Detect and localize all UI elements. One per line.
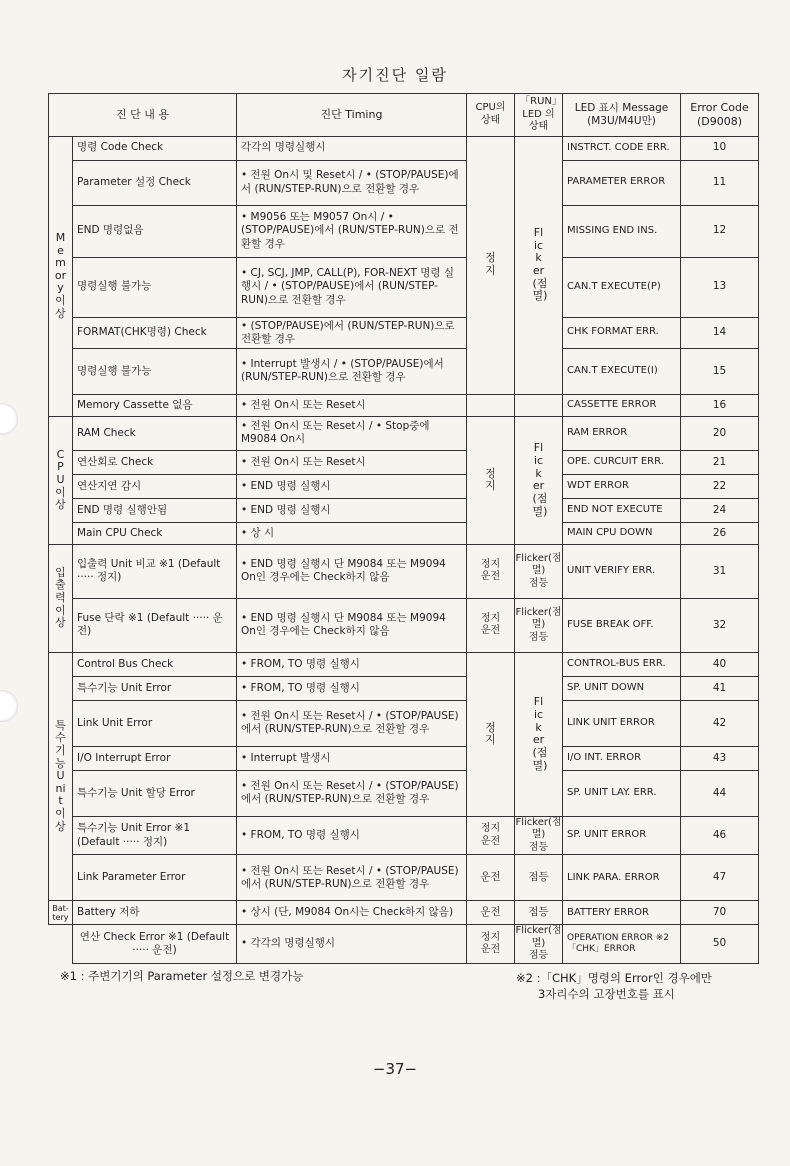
row-code: 16 xyxy=(681,394,759,416)
row-timing: 각각의 명령실행시 xyxy=(237,136,467,160)
row-message: FUSE BREAK OFF. xyxy=(563,598,681,652)
row-timing: • END 명령 실행시 xyxy=(237,474,467,498)
cpu-state-stop: 정지 xyxy=(467,416,515,544)
row-content: Battery 저하 xyxy=(73,901,237,925)
row-code: 32 xyxy=(681,598,759,652)
row-message: OPERATION ERROR ※2「CHK」ERROR xyxy=(563,925,681,964)
row-timing: • Interrupt 발생시 / • (STOP/PAUSE)에서 (RUN/STEP-RUN)으로 전환할 경우 xyxy=(237,348,467,394)
row-message: CAN.T EXECUTE(I) xyxy=(563,348,681,394)
row-message: CASSETTE ERROR xyxy=(563,394,681,416)
row-content: Parameter 설정 Check xyxy=(73,160,237,205)
cpu-state-stop: 정지 xyxy=(467,652,515,816)
row-timing: • END 명령 실행시 xyxy=(237,498,467,522)
row-content: Memory Cassette 없음 xyxy=(73,394,237,416)
row-code: 70 xyxy=(681,901,759,925)
led-on: 점등 xyxy=(515,855,563,901)
header-timing: 진단 Timing xyxy=(237,94,467,137)
row-timing: • 상 시 xyxy=(237,522,467,544)
row-code: 47 xyxy=(681,855,759,901)
row-code: 40 xyxy=(681,652,759,676)
led-on: 점등 xyxy=(515,901,563,925)
row-content: RAM Check xyxy=(73,416,237,450)
led-flicker: Flicker(점멸) xyxy=(515,416,563,544)
row-code: 15 xyxy=(681,348,759,394)
category-memory: Memory이상 xyxy=(49,136,73,416)
row-message: OPE. CURCUIT ERR. xyxy=(563,450,681,474)
cpu-state-run: 운전 xyxy=(467,901,515,925)
cpu-state-stop-or-run: 정지 운전 xyxy=(467,544,515,598)
row-content: Main CPU Check xyxy=(73,522,237,544)
led-flicker-or-on: Flicker(점멸) 점등 xyxy=(515,544,563,598)
row-code: 42 xyxy=(681,700,759,746)
header-content: 진 단 내 용 xyxy=(49,94,237,137)
row-message: I/O INT. ERROR xyxy=(563,746,681,770)
row-message: CONTROL-BUS ERR. xyxy=(563,652,681,676)
footnote-2b: 3자리수의 고장번호를 표시 xyxy=(538,987,675,1001)
row-code: 43 xyxy=(681,746,759,770)
row-timing: • FROM, TO 명령 실행시 xyxy=(237,676,467,700)
binder-hole-bottom xyxy=(0,690,18,722)
row-content: 연산지연 감시 xyxy=(73,474,237,498)
row-code: 44 xyxy=(681,770,759,816)
cpu-state-stop-or-run: 정지 운전 xyxy=(467,598,515,652)
row-message: SP. UNIT ERROR xyxy=(563,816,681,855)
footnote-2a: ※2 :「CHK」명령의 Error인 경우에만 xyxy=(516,971,712,985)
row-message: UNIT VERIFY ERR. xyxy=(563,544,681,598)
led-flicker: Flicker(점멸) xyxy=(515,652,563,816)
row-message: LINK UNIT ERROR xyxy=(563,700,681,746)
row-content: 명령실행 불가능 xyxy=(73,257,237,317)
row-message: CHK FORMAT ERR. xyxy=(563,317,681,348)
page-number: −37− xyxy=(372,1060,418,1078)
row-content: 연산회로 Check xyxy=(73,450,237,474)
row-timing: • FROM, TO 명령 실행시 xyxy=(237,652,467,676)
row-timing: • 전원 On시 및 Reset시 / • (STOP/PAUSE)에서 (RUN/STEP-RUN)으로 전환할 경우 xyxy=(237,160,467,205)
row-message: LINK PARA. ERROR xyxy=(563,855,681,901)
row-timing: • 전원 On시 또는 Reset시 xyxy=(237,394,467,416)
header-run-led: 「RUN」LED 의 상태 xyxy=(515,94,563,137)
row-content: 명령실행 불가능 xyxy=(73,348,237,394)
row-content: 입출력 Unit 비교 ※1 (Default ····· 정지) xyxy=(73,544,237,598)
row-message: MISSING END INS. xyxy=(563,205,681,257)
led-flicker-or-on: Flicker(점멸) 점등 xyxy=(515,598,563,652)
footnote-1: ※1 : 주변기기의 Parameter 설정으로 변경가능 xyxy=(60,969,304,983)
row-timing: • 각각의 명령실행시 xyxy=(237,925,467,964)
category-battery: Bat-tery xyxy=(49,901,73,925)
row-timing: • END 명령 실행시 단 M9084 또는 M9094 On인 경우에는 Check하지 않음 xyxy=(237,598,467,652)
row-content: 특수기능 Unit Error xyxy=(73,676,237,700)
row-timing: • 전원 On시 또는 Reset시 / • (STOP/PAUSE)에서 (RUN/STEP-RUN)으로 전환할 경우 xyxy=(237,700,467,746)
row-content: Fuse 단락 ※1 (Default ····· 운전) xyxy=(73,598,237,652)
row-code: 50 xyxy=(681,925,759,964)
row-content: 특수기능 Unit Error ※1 (Default ····· 정지) xyxy=(73,816,237,855)
row-code: 14 xyxy=(681,317,759,348)
row-content: I/O Interrupt Error xyxy=(73,746,237,770)
binder-hole-top xyxy=(0,403,18,435)
row-message: SP. UNIT LAY. ERR. xyxy=(563,770,681,816)
row-content: Link Unit Error xyxy=(73,700,237,746)
row-message: WDT ERROR xyxy=(563,474,681,498)
row-content: END 명령 실행안됨 xyxy=(73,498,237,522)
led-flicker-or-on: Flicker(점멸) 점등 xyxy=(515,816,562,853)
row-timing: • FROM, TO 명령 실행시 xyxy=(237,816,467,855)
cpu-state-stop-or-run: 정지 운전 xyxy=(467,816,515,855)
cpu-state-stop: 정지 xyxy=(467,136,515,394)
row-message: INSTRCT. CODE ERR. xyxy=(563,136,681,160)
row-content: END 명령없음 xyxy=(73,205,237,257)
row-message: CAN.T EXECUTE(P) xyxy=(563,257,681,317)
cpu-state-run: 운전 xyxy=(467,855,515,901)
row-timing: • 상시 (단, M9084 On시는 Check하지 않음) xyxy=(237,901,467,925)
page-title: 자기진단 일람 xyxy=(342,66,448,84)
self-diagnosis-table xyxy=(48,93,759,964)
row-content: 특수기능 Unit 할당 Error xyxy=(73,770,237,816)
row-content: 연산 Check Error ※1 (Default ····· 운전) xyxy=(73,925,237,964)
row-code: 24 xyxy=(681,498,759,522)
row-timing: • (STOP/PAUSE)에서 (RUN/STEP-RUN)으로 전환할 경우 xyxy=(237,317,467,348)
row-code: 11 xyxy=(681,160,759,205)
row-content: 명령 Code Check xyxy=(73,136,237,160)
header-error-code: Error Code (D9008) xyxy=(681,94,759,137)
category-special-unit: 특수기능Unit이상 xyxy=(49,652,73,901)
row-message: SP. UNIT DOWN xyxy=(563,676,681,700)
row-content: Control Bus Check xyxy=(73,652,237,676)
row-code: 21 xyxy=(681,450,759,474)
row-code: 46 xyxy=(681,816,759,855)
row-message: END NOT EXECUTE xyxy=(563,498,681,522)
row-code: 22 xyxy=(681,474,759,498)
category-io: 입출력이상 xyxy=(49,544,73,652)
row-code: 26 xyxy=(681,522,759,544)
row-content: Link Parameter Error xyxy=(73,855,237,901)
row-timing: • 전원 On시 또는 Reset시 / • (STOP/PAUSE)에서 (RUN/STEP-RUN)으로 전환할 경우 xyxy=(237,855,467,901)
header-led-message: LED 표시 Message (M3U/M4U만) xyxy=(563,94,681,137)
row-timing: • END 명령 실행시 단 M9084 또는 M9094 On인 경우에는 Check하지 않음 xyxy=(237,544,467,598)
row-message: RAM ERROR xyxy=(563,416,681,450)
row-timing: • CJ, SCJ, JMP, CALL(P), FOR-NEXT 명령 실행시 / • (STOP/PAUSE)에서 (RUN/STEP-RUN)으로 전환할 경우 xyxy=(237,257,467,317)
row-code: 10 xyxy=(681,136,759,160)
row-code: 31 xyxy=(681,544,759,598)
led-flicker: Flicker(점멸) xyxy=(515,136,563,394)
row-timing: • 전원 On시 또는 Reset시 / • Stop중에 M9084 On시 xyxy=(237,416,467,450)
row-message: MAIN CPU DOWN xyxy=(563,522,681,544)
row-timing: • 전원 On시 또는 Reset시 / • (STOP/PAUSE)에서 (RUN/STEP-RUN)으로 전환할 경우 xyxy=(237,770,467,816)
row-code: 13 xyxy=(681,257,759,317)
row-code: 12 xyxy=(681,205,759,257)
category-cpu: CPU이상 xyxy=(49,416,73,544)
row-message: BATTERY ERROR xyxy=(563,901,681,925)
row-message: PARAMETER ERROR xyxy=(563,160,681,205)
row-content: FORMAT(CHK명령) Check xyxy=(73,317,237,348)
header-cpu-state: CPU의 상태 xyxy=(467,94,515,137)
row-code: 41 xyxy=(681,676,759,700)
row-timing: • Interrupt 발생시 xyxy=(237,746,467,770)
cpu-state-stop-or-run: 정지 운전 xyxy=(467,925,515,964)
row-code: 20 xyxy=(681,416,759,450)
led-flicker-or-on: Flicker(점멸) 점등 xyxy=(515,925,562,962)
row-timing: • 전원 On시 또는 Reset시 xyxy=(237,450,467,474)
row-timing: • M9056 또는 M9057 On시 / • (STOP/PAUSE)에서 (RUN/STEP-RUN)으로 전환할 경우 xyxy=(237,205,467,257)
